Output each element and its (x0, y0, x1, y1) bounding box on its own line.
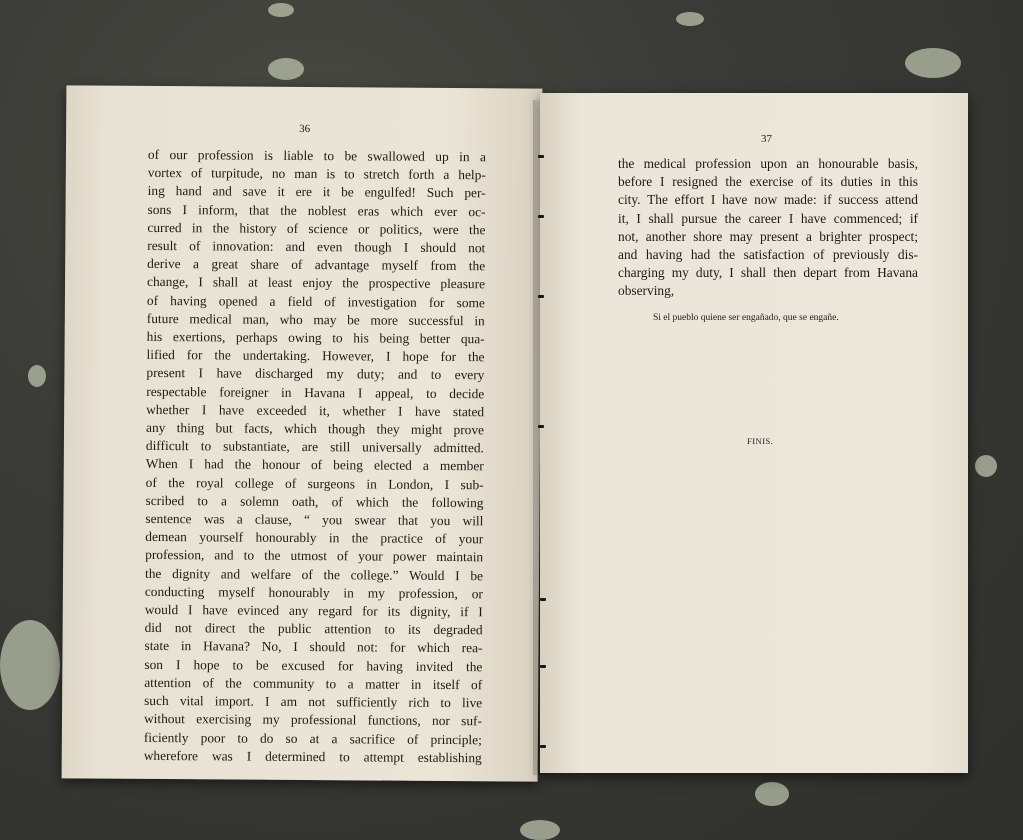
page-number: 37 (761, 133, 772, 145)
text-line: would I have evinced any regard for its dignity, if I (144, 601, 483, 620)
text-line: not, another shore may present a brighter prospect; (618, 228, 918, 244)
text-line: son I hope to be excused for having invited the (144, 656, 483, 674)
lichen-spot (0, 620, 60, 710)
text-line: present I have discharged my duty; and to every (146, 365, 485, 383)
binding-stitch (538, 155, 544, 158)
lichen-spot (520, 820, 560, 840)
text-line: respectable foreigner in Havana I appeal, to decide (146, 383, 485, 401)
text-line: change, I shall at least enjoy the prospective pleasure (147, 274, 486, 292)
text-line: derive a great share of advantage myself from the (147, 256, 486, 274)
text-line: the medical profession upon an honourable basis, (618, 156, 918, 171)
text-line: lified for the undertaking. However, I hope for the (146, 347, 485, 365)
binding-stitch (540, 665, 546, 668)
text-line: without exercising my professional functions, nor suf- (143, 711, 483, 729)
text-line: When I had the honour of being elected a member (145, 456, 484, 474)
text-line: result of innovation: and even though I should not (147, 237, 486, 256)
text-line: state in Havana? No, I should not: for which rea- (144, 638, 483, 656)
text-line: sons I inform, that the noblest eras which ever oc- (147, 201, 486, 219)
text-line: ing hand and save it ere it be engulfed! Such per- (147, 183, 486, 201)
binding-stitch (540, 598, 546, 601)
text-line: the dignity and welfare of the college.” Would I be (144, 565, 484, 583)
text-line: observing, (618, 283, 675, 299)
finis-label: FINIS. (747, 436, 774, 446)
text-line: it, I shall pursue the career I have commenced; if (618, 210, 918, 226)
text-line: profession, and to the utmost of your power maintain (145, 547, 484, 565)
lichen-spot (268, 3, 294, 17)
lichen-spot (676, 12, 704, 26)
text-line: his exertions, perhaps owing to his being better qua- (146, 328, 485, 347)
text-line: attention of the community to a matter in itself of (144, 674, 483, 693)
lichen-spot (975, 455, 997, 477)
closing-quote: Si el pueblo quiene ser engañado, que se engañe. (653, 313, 839, 323)
text-line: of having opened a field of investigation for some (146, 292, 485, 310)
text-line: difficult to substantiate, are still universally admitted. (145, 438, 484, 456)
text-line: city. The effort I have now made: if success attend (618, 192, 918, 208)
lichen-spot (268, 58, 304, 80)
right-page-body-text (618, 155, 918, 301)
lichen-spot (905, 48, 961, 78)
text-line: whether I have exceeded it, whether I have stated (146, 401, 485, 420)
text-line: before I resigned the exercise of its duties in this (618, 174, 918, 190)
text-line: curred in the history of science or politics, were the (147, 219, 486, 238)
text-line: did not direct the public attention to its degraded (144, 620, 483, 638)
text-line: vortex of turpitude, no man is to stretch forth a help- (147, 165, 486, 183)
left-page (62, 85, 543, 781)
left-page-body-text (144, 146, 486, 767)
text-line: any thing but facts, which though they might prove (145, 419, 485, 438)
binding-stitch (538, 425, 544, 428)
text-line: charging my duty, I shall then depart from Havana (618, 265, 918, 281)
text-line: of our profession is liable to be swallowed up in a (147, 146, 486, 165)
text-line: wherefore was I determined to attempt establishing (143, 747, 482, 765)
text-line: of the royal college of surgeons in London, I sub- (145, 474, 484, 492)
text-line: demean yourself honourably in the practice of your (145, 529, 484, 547)
text-line: future medical man, who may be more successful in (146, 310, 485, 329)
page-number: 36 (299, 122, 311, 136)
text-line: and having had the satisfaction of previously dis- (618, 247, 918, 263)
binding-stitch (540, 745, 546, 748)
lichen-spot (28, 365, 46, 387)
text-line: scribed to a solemn oath, of which the following (145, 492, 484, 511)
binding-stitch (538, 295, 544, 298)
lichen-spot (755, 782, 789, 806)
binding-stitch (538, 215, 544, 218)
text-line: ficiently poor to do so at a sacrifice of principle; (143, 729, 482, 747)
right-page (540, 93, 968, 773)
text-line: sentence was a clause, “ you swear that you will (145, 510, 484, 529)
text-line: such vital import. I am not sufficiently rich to live (144, 692, 483, 711)
text-line: conducting myself honourably in my profession, or (144, 583, 483, 602)
